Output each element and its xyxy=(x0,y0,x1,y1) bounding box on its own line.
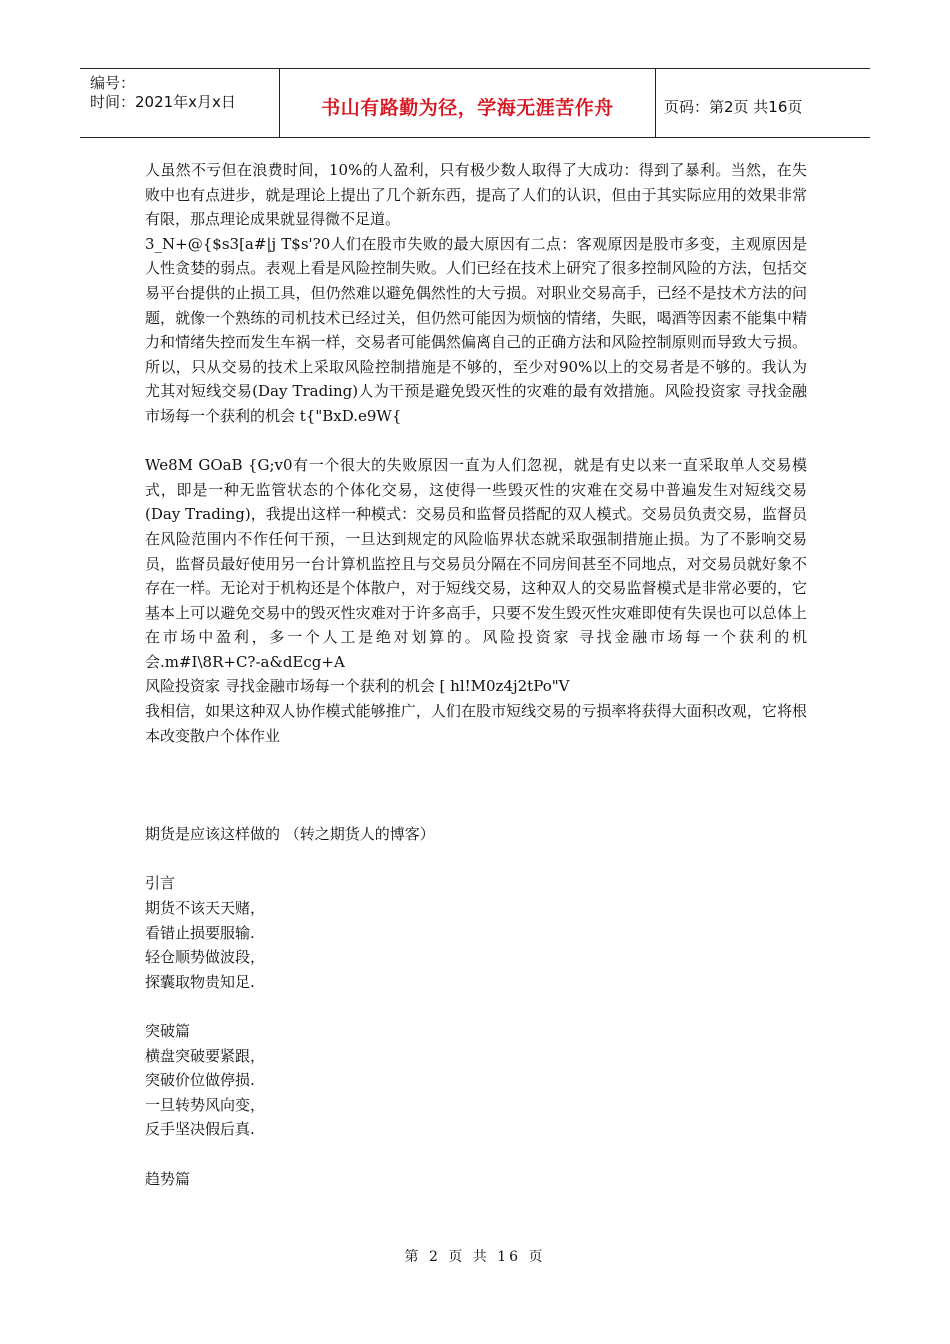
section-heading: 引言 xyxy=(145,874,176,893)
date-label: 时间：2021年x月x日 xyxy=(90,93,236,111)
verse-line: 反手坚决假后真. xyxy=(145,1120,255,1139)
verse-line: 期货不该天天赌， xyxy=(145,899,266,918)
page-info: 页码：第2页 共16页 xyxy=(664,97,803,116)
paragraph-3: We8M GOaB {G;v0有一个很大的失败原因一直为人们忽视，就是有史以来一直采取单人交易模式，即是一种无监管状态的个体化交易，这使得一些毁灭性的灾难在交易中普遍发生对短线交易(Day Trading)，我提出这样一种模式：交易员和监督员搭配的双人模式。交易员负责交易，监督员在风险范围内不作任何干预，一旦达到规定的风险临界状态就采取强制措施止损。为了不影响交易员，监督员最好使用另一台计算机监控且与交易员分隔在不同房间甚至不同地点，对交易员就好象不存在一样。无论对于机构还是个体散户，对于短线交易，这种双人的交易监督模式是非常必要的，它基本上可以避免交易中的毁灭性灾难对于许多高手，只要不发生毁灭性灾难即使有失误也可以总体上在市场中盈利，多一个人工是绝对划算的。风险投资家 寻找金融市场每一个获利的机会.m#I\8R+C?-a&dEcg+A xyxy=(145,456,807,671)
document-body xyxy=(145,158,807,1191)
section-heading: 趋势篇 xyxy=(145,1169,191,1188)
header-page-cell xyxy=(656,69,870,137)
motto: 书山有路勤为径，学海无涯苦作舟 xyxy=(321,96,614,119)
verse-line: 突破价位做停损. xyxy=(145,1071,255,1090)
article-title: 期货是应该这样做的 （转之期货人的博客） xyxy=(145,825,435,844)
header-motto-cell xyxy=(280,69,656,137)
header-table xyxy=(80,68,870,138)
number-label: 编号： xyxy=(90,74,136,92)
paragraph-1: 人虽然不亏但在浪费时间，10%的人盈利，只有极少数人取得了大成功：得到了暴利。当然，在失败中也有点进步，就是理论上提出了几个新东西，提高了人们的认识，但由于其实际应用的效果非常有限，那点理论成果就显得微不足道。 xyxy=(145,161,807,229)
verse-line: 横盘突破要紧跟， xyxy=(145,1046,266,1065)
paragraph-4: 风险投资家 寻找金融市场每一个获利的机会 [ hl!M0z4j2tPo"V xyxy=(145,677,570,696)
page-footer: 第 2 页 共 16 页 xyxy=(404,1249,546,1265)
paragraph-2: 3_N+@{$s3[a#|j T$s'?0人们在股市失败的最大原因有二点：客观原因是股市多变，主观原因是人性贪婪的弱点。表观上看是风险控制失败。人们已经在技术上研究了很多控制风险的方法，包括交易平台提供的止损工具，但仍然难以避免偶然性的大亏损。对职业交易高手，已经不是技术方法的问题，就像一个熟练的司机技术已经过关，但仍然可能因为烦恼的情绪，失眠，喝酒等因素不能集中精力和情绪失控而发生车祸一样，交易者可能偶然偏离自己的正确方法和风险控制原则而导致大亏损。所以，只从交易的技术上采取风险控制措施是不够的，至少对90%以上的交易者是不够的。我认为尤其对短线交易(Day Trading)人为干预是避免毁灭性的灾难的最有效措施。风险投资家 寻找金融市场每一个获利的机会 t{"BxD.e9W{ xyxy=(145,234,807,425)
section-heading: 突破篇 xyxy=(145,1022,191,1040)
paragraph-5: 我相信，如果这种双人协作模式能够推广，人们在股市短线交易的亏损率将获得大面积改观，它将根本改变散户个体作业 xyxy=(145,702,807,745)
verse-line: 看错止损要服输. xyxy=(145,923,255,942)
verse-line: 一旦转势风向变， xyxy=(145,1095,266,1114)
verse-line: 轻仓顺势做波段， xyxy=(145,948,266,967)
header-meta xyxy=(80,69,280,137)
verse-line: 探囊取物贵知足. xyxy=(145,972,255,991)
